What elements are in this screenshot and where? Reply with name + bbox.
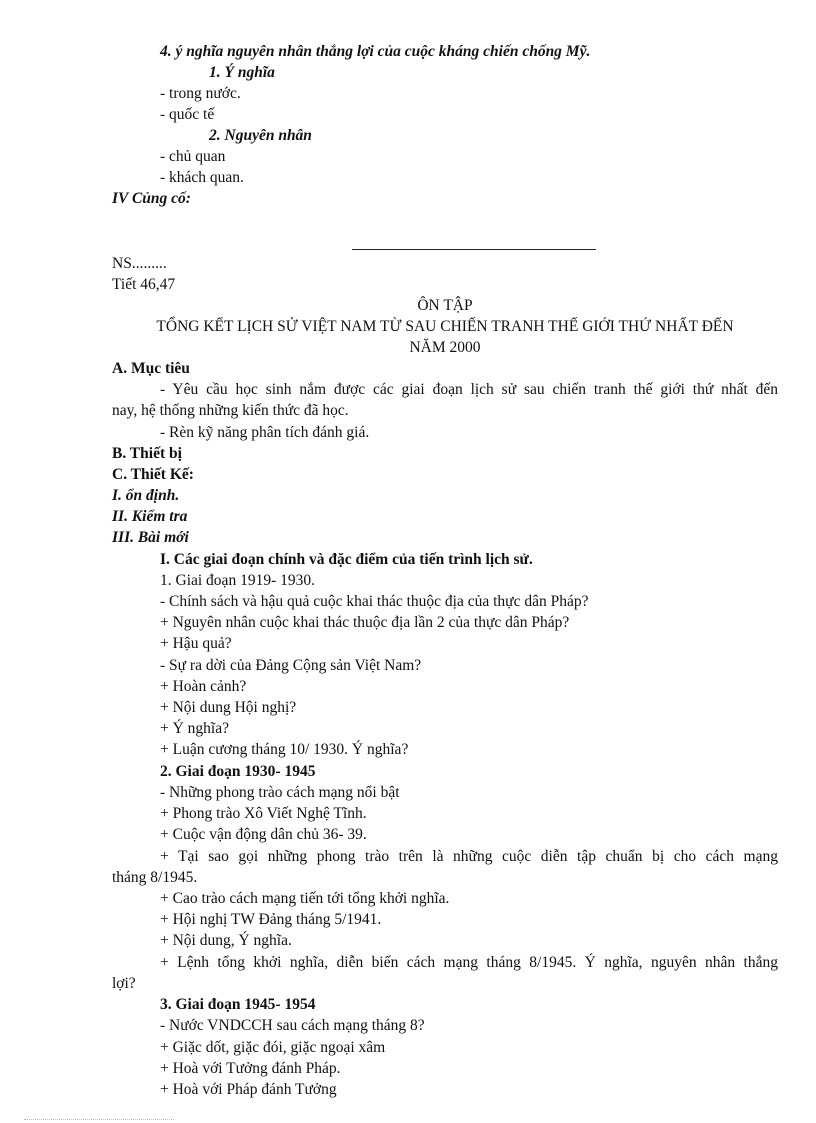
list-item: + Luận cương tháng 10/ 1930. Ý nghĩa? xyxy=(160,741,409,758)
objectives-heading: A. Mục tiêu xyxy=(112,360,190,377)
part-heading: I. Các giai đoạn chính và đặc điểm của tiến trình lịch sử. xyxy=(160,551,533,568)
list-item: - chủ quan xyxy=(160,148,226,165)
lesson-title: ÔN TẬP xyxy=(417,297,473,314)
period-title: 1. Giai đoạn 1919- 1930. xyxy=(160,572,315,589)
list-item: - quốc tế xyxy=(160,106,215,123)
list-item: + Hoàn cảnh? xyxy=(160,678,247,695)
lesson-subtitle: TỔNG KẾT LỊCH SỬ VIỆT NAM TỪ SAU CHIẾN TRANH THẾ GIỚI THỨ NHẤT ĐẾN xyxy=(156,318,734,335)
paragraph-line: - Yêu cầu học sinh nắm được các giai đoạn lịch sử sau chiến tranh thế giới thứ nhất đến xyxy=(160,381,778,398)
list-item: + Lệnh tổng khởi nghĩa, diễn biến cách mạng tháng 8/1945. Ý nghĩa, nguyên nhân thắng xyxy=(160,954,778,971)
paragraph-line: nay, hệ thống những kiến thức đã học. xyxy=(112,402,349,419)
step-heading: I. ổn định. xyxy=(112,487,180,504)
list-item-cont: lợi? xyxy=(112,975,136,992)
list-item: + Hoà với Pháp đánh Tưởng xyxy=(160,1081,337,1098)
list-item: + Nội dung, Ý nghĩa. xyxy=(160,932,292,949)
ns-line: NS......... xyxy=(112,255,167,272)
list-item: + Nguyên nhân cuộc khai thác thuộc địa lần 2 của thực dân Pháp? xyxy=(160,614,570,631)
subheading-causes: 2. Nguyên nhân xyxy=(209,127,312,144)
step-heading: II. Kiểm tra xyxy=(112,508,188,525)
paragraph-line: - Rèn kỹ năng phân tích đánh giá. xyxy=(160,424,370,441)
list-item: - Chính sách và hậu quả cuộc khai thác thuộc địa của thực dân Pháp? xyxy=(160,593,589,610)
list-item: - khách quan. xyxy=(160,169,244,186)
period-line: Tiết 46,47 xyxy=(112,276,176,293)
period-title: 2. Giai đoạn 1930- 1945 xyxy=(160,763,316,780)
list-item: + Cuộc vận động dân chủ 36- 39. xyxy=(160,826,367,843)
equipment-heading: B. Thiết bị xyxy=(112,445,182,462)
design-heading: C. Thiết Kế: xyxy=(112,466,194,483)
consolidation-heading: IV Củng cố: xyxy=(112,190,191,207)
list-item: - Những phong trào cách mạng nổi bật xyxy=(160,784,400,801)
list-item: + Hoà với Tưởng đánh Pháp. xyxy=(160,1060,341,1077)
divider xyxy=(352,249,596,250)
list-item: + Hội nghị TW Đảng tháng 5/1941. xyxy=(160,911,382,928)
list-item: + Tại sao gọi những phong trào trên là những cuộc diễn tập chuẩn bị cho cách mạng xyxy=(160,848,778,865)
footer-dotted-line xyxy=(24,1119,174,1120)
list-item: + Giặc dốt, giặc đói, giặc ngoại xâm xyxy=(160,1039,386,1056)
list-item: + Phong trào Xô Viết Nghệ Tĩnh. xyxy=(160,805,367,822)
period-title: 3. Giai đoạn 1945- 1954 xyxy=(160,996,316,1013)
list-item: + Ý nghĩa? xyxy=(160,720,230,737)
section-heading: 4. ý nghĩa nguyên nhân thắng lợi của cuộc kháng chiến chống Mỹ. xyxy=(160,43,591,60)
list-item: + Cao trào cách mạng tiến tới tổng khởi nghĩa. xyxy=(160,890,450,907)
list-item: + Nội dung Hội nghị? xyxy=(160,699,297,716)
list-item: - trong nước. xyxy=(160,85,241,102)
list-item: - Nước VNDCCH sau cách mạng tháng 8? xyxy=(160,1017,425,1034)
list-item: + Hậu quả? xyxy=(160,635,232,652)
step-heading: III. Bài mới xyxy=(112,529,189,546)
lesson-subtitle-cont: NĂM 2000 xyxy=(409,339,481,356)
list-item: - Sự ra dời của Đảng Cộng sản Việt Nam? xyxy=(160,657,422,674)
subheading-meaning: 1. Ý nghĩa xyxy=(209,64,275,81)
list-item-cont: tháng 8/1945. xyxy=(112,869,198,886)
